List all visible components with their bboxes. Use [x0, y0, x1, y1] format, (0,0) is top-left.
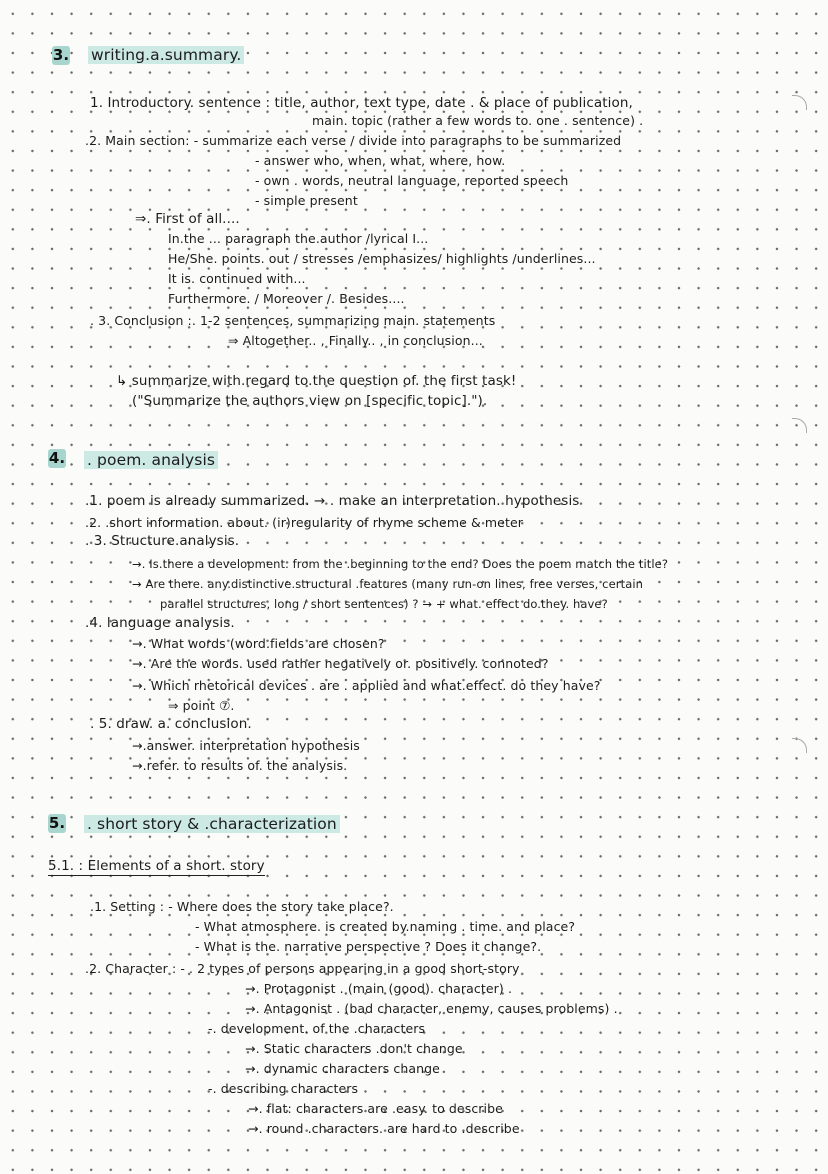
story-line-1: .1. Setting : - Where does the story take place?.: [90, 899, 394, 914]
summary-line-4: - answer who, when, what, where, how.: [255, 153, 506, 168]
section-number-5: 5.: [48, 814, 66, 832]
story-line-4: .2. Character : - . 2 types of persons appearing in a good short-story: [85, 961, 520, 976]
summary-line-11: Furthermore. / Moreover /. Besides....: [168, 291, 405, 306]
poem-line-8: →. What words (word.fields are chosen?: [132, 636, 385, 651]
poem-line-9: →. Are the words. used rather negatively or. positively. connoted?: [132, 656, 549, 671]
poem-line-10: →. Which rhetorical devices . are . applied and what.effect. do they have?: [132, 678, 601, 693]
section-heading-short-story: . short story & .characterization: [84, 816, 340, 832]
summary-line-2: main. topic (rather a few words to. one . sentence) .: [312, 113, 644, 128]
summary-line-12: . 3. Conclusion :. 1-2 sentences, summarizing main. statements: [90, 313, 496, 328]
subsection-heading-elements: 5.1. : Elements of a short. story: [48, 858, 265, 874]
section-heading-poem-analysis: . poem. analysis: [84, 452, 218, 468]
summary-line-8: In.the ... paragraph the.author /lyrical I...: [168, 231, 429, 246]
story-line-10: -. describing characters: [208, 1081, 359, 1096]
section-heading-writing-summary: writing.a.summary.: [88, 47, 244, 63]
summary-line-1: 1. Introductory. sentence : title, author, text type, date . & place of publication,: [90, 95, 633, 111]
margin-curl-mark: [792, 95, 807, 110]
summary-line-13: ⇒ Altogether.. , Finally.. , in conclusion...: [228, 333, 483, 348]
story-line-6: →. Antagonist . (bad character, enemy, causes problems) .: [245, 1001, 618, 1016]
poem-line-4: →. Is.there a development. from the .beginning to the end? Does the poem match the title?: [132, 557, 669, 571]
story-line-2: - What atmosphere. is created by.naming . time. and place?: [195, 919, 576, 934]
poem-line-13: →.answer. interpretation hypothesis: [132, 738, 360, 753]
poem-line-12: . 5. draw. a. conclusion.: [90, 716, 252, 732]
story-line-7: -. development. of the .characters: [208, 1021, 426, 1036]
story-line-11: →. flat: characters are .easy. to describe: [248, 1101, 503, 1116]
story-line-8: →. Static characters .don't change: [245, 1041, 463, 1056]
summary-line-15: ("Summarize the authors view on [specific topic].").: [132, 393, 488, 409]
summary-line-7: ⇒. First of all....: [135, 211, 240, 227]
summary-line-10: It is. continued with...: [168, 271, 306, 286]
poem-line-3: . 3. Structure.analysis.: [85, 533, 240, 549]
story-line-9: →. dynamic characters change: [245, 1061, 440, 1076]
margin-curl-mark: [792, 418, 807, 433]
poem-line-5: → Are there. any.distinctive.structural .features (many run-on lines, free verses, certain: [132, 577, 644, 591]
section-number-4: 4.: [48, 449, 66, 467]
poem-line-7: .4. language analysis.: [85, 615, 235, 631]
summary-line-14: ↳ summarize with.regard to.the question of. the first task!: [116, 373, 517, 389]
poem-line-1: .1. poem is already summarized. → . make an interpretation. hypothesis: [85, 493, 580, 509]
summary-line-5: - own . words, neutral language, reported speech: [255, 173, 569, 188]
summary-line-9: He/She. points. out / stresses /emphasizes/ highlights /underlines...: [168, 251, 596, 266]
margin-curl-mark: [792, 738, 807, 753]
poem-line-14: →.refer. to results of. the analysis.: [132, 758, 348, 773]
poem-line-11: ⇒ point ⑦.: [168, 698, 235, 713]
story-line-5: →. Protagonist . (main (good). character) .: [245, 981, 513, 996]
poem-line-6: parallel structures, long / short sentences) ? → + what. effect do.they. have?: [160, 597, 608, 611]
section-number-3: 3.: [52, 46, 70, 64]
poem-line-2: .2. .short information. about. (ir)regularity of rhyme scheme & meter: [85, 515, 523, 530]
summary-line-3: .2. Main section: - summarize each verse / divide into paragraphs to be summarized: [85, 133, 622, 148]
story-line-3: - What is the. narrative perspective ? Does it change?.: [195, 939, 542, 954]
story-line-12: →. round .characters. are hard to .describe: [248, 1121, 520, 1136]
summary-line-6: - simple present: [255, 193, 358, 208]
